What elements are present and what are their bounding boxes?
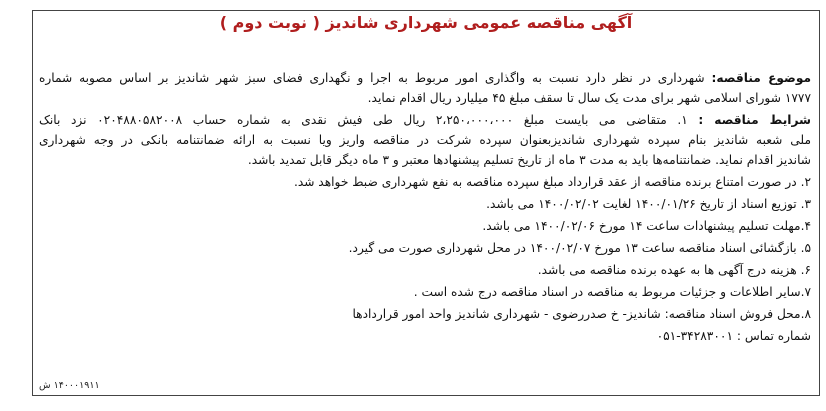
phone-number: شماره تماس : ۳۴۲۸۳۰۰۱-۰۵۱ [656,329,811,343]
condition-2: ۲. در صورت امتناع برنده مناقصه از عقد قرارداد مبلغ سپرده مناقصه به نفع شهرداری ضبط خواهد شد. [293,175,811,189]
condition-1-text-1: ۱. متقاضی می بایست مبلغ ۲،۲۵۰،۰۰۰،۰۰۰ ریال طی فیش نقدی به شماره حساب ۰۲۰۴۸۸۰۵۸۲۰۰۸ نزد بانک [39,113,688,127]
notice-frame [32,10,820,396]
condition-6: ۶. هزینه درج آگهی ها به عهده برنده مناقصه می باشد. [537,263,811,277]
reference-code: ۱۴۰۰۰۱۹۱۱ ش [39,380,100,391]
subject-text-1: شهرداری در نظر دارد نسبت به واگذاری امور مربوط به اجرا و نگهداری فضای سبز شهر شاندیز بر اساس مصوبه شماره [39,71,705,85]
condition-4: ۴.مهلت تسلیم پیشنهادات ساعت ۱۴ مورخ ۱۴۰۰/۰۲/۰۶ می باشد. [482,219,811,233]
condition-8: ۸.محل فروش اسناد مناقصه: شاندیز- خ صدررضوی - شهرداری شاندیز واحد امور قراردادها [352,307,811,321]
condition-7: ۷.سایر اطلاعات و جزئیات مربوط به مناقصه در اسناد مناقصه درج شده است . [413,285,811,299]
notice-title: آگهی مناقصه عمومی شهرداری شاندیز ( نوبت دوم ) [219,13,633,32]
conditions-label: شرایط مناقصه : [698,113,812,127]
condition-1-line-1 [39,111,811,129]
subject-label: موضوع مناقصه: [711,71,812,85]
condition-3: ۳. توزیع اسناد از تاریخ ۱۴۰۰/۰۱/۲۶ لغایت ۱۴۰۰/۰۲/۰۲ می باشد. [486,197,811,211]
subject-line-1 [39,69,811,87]
condition-1-line-3: شاندیز اقدام نماید. ضمانتنامه‌ها باید به مدت ۳ ماه از تاریخ تسلیم پیشنهادها معتبر و ۳ ماه دیگر قابل تمدید باشد. [247,153,811,167]
condition-1-line-2: ملی شعبه شاندیز بنام سپرده شهرداری شاندیزبعنوان سپرده شرکت در مناقصه واریز ویا نسبت به ارائه ضمانتنامه بانکی در وجه شهرداری [39,133,811,147]
condition-5: ۵. بازگشائی اسناد مناقصه ساعت ۱۳ مورخ ۱۴۰۰/۰۲/۰۷ در محل شهرداری صورت می گیرد. [348,241,811,255]
subject-line-2: ۱۷۷۷ شورای اسلامی شهر برای مدت یک سال تا سقف مبلغ ۴۵ میلیارد ریال اقدام نماید. [367,91,811,105]
